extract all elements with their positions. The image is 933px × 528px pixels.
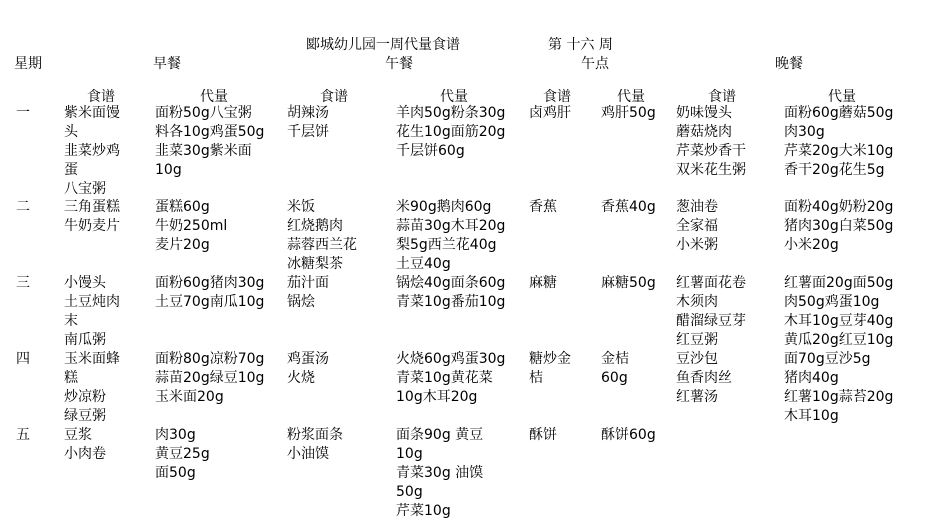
lunch-qty-cell xyxy=(396,198,505,274)
breakfast-menu-line: 紫米面馒 xyxy=(64,105,120,121)
dinner-qty-line: 黄瓜20g红豆10g xyxy=(784,332,894,348)
breakfast-qty-line: 10g xyxy=(155,162,182,178)
dinner-qty-line: 芹菜20g大米10g xyxy=(784,143,894,159)
snack-qty-cell xyxy=(601,350,629,388)
breakfast-qty-line: 麦片20g xyxy=(155,237,210,253)
lunch-menu-line: 米饭 xyxy=(287,199,315,215)
breakfast-qty-line: 牛奶250ml xyxy=(155,218,228,234)
breakfast-qty-line: 面粉80g凉粉70g xyxy=(155,351,265,367)
breakfast-qty-line: 蒜苗20g绿豆10g xyxy=(155,370,265,386)
breakfast-menu-line: 末 xyxy=(64,313,78,329)
dinner-menu-line: 全家福 xyxy=(676,218,718,234)
dinner-menu-line: 木须肉 xyxy=(676,294,718,310)
snack-qty-line: 60g xyxy=(601,370,628,386)
lunch-menu-cell xyxy=(287,274,329,312)
breakfast-qty-line: 面粉60g猪肉30g xyxy=(155,275,265,291)
dinner-menu-line: 红薯汤 xyxy=(676,389,718,405)
breakfast-menu-line: 头 xyxy=(64,124,78,140)
weekday-label: 一 xyxy=(16,105,30,121)
snack-menu-line: 桔 xyxy=(529,370,543,386)
breakfast-menu-line: 绿豆粥 xyxy=(64,408,106,424)
breakfast-qty-cell xyxy=(155,198,227,255)
snack-menu-line: 酥饼 xyxy=(529,427,557,443)
breakfast-menu-line: 蛋 xyxy=(64,162,78,178)
dinner-qty-line: 红薯10g蒜苔20g xyxy=(784,389,894,405)
dinner-qty-line: 面粉40g奶粉20g xyxy=(784,199,894,215)
breakfast-qty-cell xyxy=(155,350,264,407)
breakfast-menu-line: 小肉卷 xyxy=(64,446,106,462)
breakfast-qty-line: 面粉50g八宝粥 xyxy=(155,105,252,121)
dinner-menu-line: 豆沙包 xyxy=(676,351,718,367)
breakfast-menu-line: 三角蛋糕 xyxy=(64,199,120,215)
header-breakfast: 早餐 xyxy=(153,56,181,72)
breakfast-qty-line: 蛋糕60g xyxy=(155,199,210,215)
lunch-qty-cell xyxy=(396,426,483,521)
dinner-menu-line: 奶味馒头 xyxy=(676,105,732,121)
lunch-menu-cell xyxy=(287,426,343,464)
subheader-dinner-menu: 食谱 xyxy=(708,89,736,105)
breakfast-menu-cell xyxy=(64,426,106,464)
lunch-qty-line: 蒜苗30g木耳20g xyxy=(396,218,506,234)
dinner-menu-line: 红薯面花卷 xyxy=(676,275,746,291)
breakfast-qty-line: 黄豆25g xyxy=(155,446,210,462)
dinner-qty-cell xyxy=(784,104,893,180)
lunch-qty-line: 梨5g西兰花40g xyxy=(396,237,497,253)
breakfast-menu-line: 牛奶麦片 xyxy=(64,218,120,234)
breakfast-menu-cell xyxy=(64,350,120,426)
snack-qty-line: 酥饼60g xyxy=(601,427,656,443)
dinner-qty-line: 猪肉40g xyxy=(784,370,839,386)
dinner-menu-line: 蘑菇烧肉 xyxy=(676,124,732,140)
snack-menu-line: 麻糖 xyxy=(529,275,557,291)
lunch-menu-line: 小油馍 xyxy=(287,446,329,462)
dinner-qty-line: 面70g豆沙5g xyxy=(784,351,871,367)
lunch-menu-cell xyxy=(287,198,357,274)
lunch-menu-cell xyxy=(287,104,329,142)
breakfast-qty-line: 玉米面20g xyxy=(155,389,224,405)
dinner-menu-line: 芹菜炒香干 xyxy=(676,143,746,159)
breakfast-menu-line: 八宝粥 xyxy=(64,181,106,197)
lunch-menu-line: 千层饼 xyxy=(287,124,329,140)
dinner-menu-line: 双米花生粥 xyxy=(676,162,746,178)
lunch-qty-cell xyxy=(396,274,505,312)
snack-menu-cell xyxy=(529,104,571,123)
lunch-menu-line: 粉浆面条 xyxy=(287,427,343,443)
lunch-menu-line: 锅烩 xyxy=(287,294,315,310)
lunch-menu-line: 茄汁面 xyxy=(287,275,329,291)
dinner-qty-line: 红薯面20g面50g xyxy=(784,275,894,291)
weekday-label: 四 xyxy=(16,351,30,367)
breakfast-menu-line: 炒凉粉 xyxy=(64,389,106,405)
dinner-menu-cell xyxy=(676,104,746,180)
dinner-qty-line: 面粉60g蘑菇50g xyxy=(784,105,894,121)
snack-menu-cell xyxy=(529,350,571,388)
snack-menu-line: 卤鸡肝 xyxy=(529,105,571,121)
lunch-qty-line: 青菜10g番茄10g xyxy=(396,294,506,310)
snack-qty-line: 金桔 xyxy=(601,351,629,367)
lunch-qty-line: 土豆40g xyxy=(396,256,451,272)
breakfast-qty-line: 面50g xyxy=(155,465,196,481)
dinner-qty-line: 猪肉30g白菜50g xyxy=(784,218,894,234)
breakfast-menu-line: 土豆炖肉 xyxy=(64,294,120,310)
snack-qty-line: 麻糖50g xyxy=(601,275,656,291)
lunch-qty-line: 青菜30g 油馍 xyxy=(396,465,484,481)
snack-qty-cell xyxy=(601,274,656,293)
weekday-label: 二 xyxy=(16,199,30,215)
lunch-qty-line: 米90g鹅肉60g xyxy=(396,199,492,215)
dinner-menu-line: 红豆粥 xyxy=(676,332,718,348)
dinner-menu-line: 葱油卷 xyxy=(676,199,718,215)
dinner-menu-cell xyxy=(676,350,732,407)
dinner-qty-line: 肉30g xyxy=(784,124,825,140)
dinner-menu-line: 小米粥 xyxy=(676,237,718,253)
dinner-qty-line: 木耳10g豆芽40g xyxy=(784,313,894,329)
lunch-qty-line: 青菜10g黄花菜 xyxy=(396,370,493,386)
breakfast-qty-line: 韭菜30g紫米面 xyxy=(155,143,252,159)
dinner-menu-line: 鱼香肉丝 xyxy=(676,370,732,386)
lunch-menu-cell xyxy=(287,350,329,388)
breakfast-menu-cell xyxy=(64,274,120,350)
dinner-qty-line: 小米20g xyxy=(784,237,839,253)
breakfast-menu-cell xyxy=(64,198,120,236)
subheader-snack-qty: 代量 xyxy=(617,89,645,105)
lunch-qty-cell xyxy=(396,350,505,407)
lunch-qty-line: 锅烩40g面条60g xyxy=(396,275,506,291)
lunch-qty-cell xyxy=(396,104,505,161)
lunch-menu-line: 鸡蛋汤 xyxy=(287,351,329,367)
snack-qty-cell xyxy=(601,426,656,445)
week-label: 第 十六 周 xyxy=(548,37,613,53)
lunch-menu-line: 蒜蓉西兰花 xyxy=(287,237,357,253)
lunch-qty-line: 火烧60g鸡蛋30g xyxy=(396,351,506,367)
breakfast-qty-line: 土豆70g南瓜10g xyxy=(155,294,265,310)
subheader-snack-menu: 食谱 xyxy=(543,89,571,105)
header-snack: 午点 xyxy=(581,56,609,72)
dinner-qty-line: 木耳10g xyxy=(784,408,839,424)
subheader-breakfast-menu: 食谱 xyxy=(87,89,115,105)
lunch-menu-line: 冰糖梨茶 xyxy=(287,256,343,272)
lunch-qty-line: 10g木耳20g xyxy=(396,389,478,405)
lunch-menu-line: 火烧 xyxy=(287,370,315,386)
breakfast-menu-line: 豆浆 xyxy=(64,427,92,443)
weekday-label: 三 xyxy=(16,275,30,291)
dinner-qty-cell xyxy=(784,198,893,255)
snack-qty-cell xyxy=(601,198,656,217)
lunch-menu-line: 胡辣汤 xyxy=(287,105,329,121)
breakfast-menu-line: 玉米面蜂 xyxy=(64,351,120,367)
subheader-lunch-menu: 食谱 xyxy=(320,89,348,105)
lunch-qty-line: 花生10g面筋20g xyxy=(396,124,506,140)
breakfast-qty-cell xyxy=(155,426,210,483)
breakfast-menu-line: 南瓜粥 xyxy=(64,332,106,348)
dinner-qty-cell xyxy=(784,274,893,350)
subheader-dinner-qty: 代量 xyxy=(828,89,856,105)
snack-menu-cell xyxy=(529,198,557,217)
lunch-qty-line: 面条90g 黄豆 xyxy=(396,427,484,443)
dinner-qty-line: 肉50g鸡蛋10g xyxy=(784,294,880,310)
lunch-qty-line: 羊肉50g粉条30g xyxy=(396,105,506,121)
subheader-lunch-qty: 代量 xyxy=(440,89,468,105)
snack-menu-line: 糖炒金 xyxy=(529,351,571,367)
breakfast-qty-cell xyxy=(155,274,264,312)
snack-qty-cell xyxy=(601,104,656,123)
breakfast-menu-line: 小馒头 xyxy=(64,275,106,291)
breakfast-qty-cell xyxy=(155,104,264,180)
breakfast-menu-line: 韭菜炒鸡 xyxy=(64,143,120,159)
breakfast-qty-line: 料各10g鸡蛋50g xyxy=(155,124,265,140)
snack-menu-cell xyxy=(529,274,557,293)
lunch-qty-line: 芹菜10g xyxy=(396,503,451,519)
header-lunch: 午餐 xyxy=(385,56,413,72)
snack-menu-cell xyxy=(529,426,557,445)
subheader-breakfast-qty: 代量 xyxy=(200,89,228,105)
header-weekday: 星期 xyxy=(14,56,42,72)
page-title: 郾城幼儿园一周代量食谱 xyxy=(306,37,460,53)
lunch-qty-line: 50g xyxy=(396,484,423,500)
snack-qty-line: 鸡肝50g xyxy=(601,105,656,121)
snack-menu-line: 香蕉 xyxy=(529,199,557,215)
header-dinner: 晚餐 xyxy=(775,56,803,72)
dinner-qty-line: 香干20g花生5g xyxy=(784,162,885,178)
breakfast-menu-line: 糕 xyxy=(64,370,78,386)
dinner-menu-cell xyxy=(676,274,746,350)
lunch-qty-line: 千层饼60g xyxy=(396,143,465,159)
breakfast-menu-cell xyxy=(64,104,120,199)
dinner-menu-line: 醋溜绿豆芽 xyxy=(676,313,746,329)
weekday-label: 五 xyxy=(16,427,30,443)
breakfast-qty-line: 肉30g xyxy=(155,427,196,443)
lunch-menu-line: 红烧鹅肉 xyxy=(287,218,343,234)
snack-qty-line: 香蕉40g xyxy=(601,199,656,215)
dinner-menu-cell xyxy=(676,198,718,255)
lunch-qty-line: 10g xyxy=(396,446,423,462)
dinner-qty-cell xyxy=(784,350,893,426)
